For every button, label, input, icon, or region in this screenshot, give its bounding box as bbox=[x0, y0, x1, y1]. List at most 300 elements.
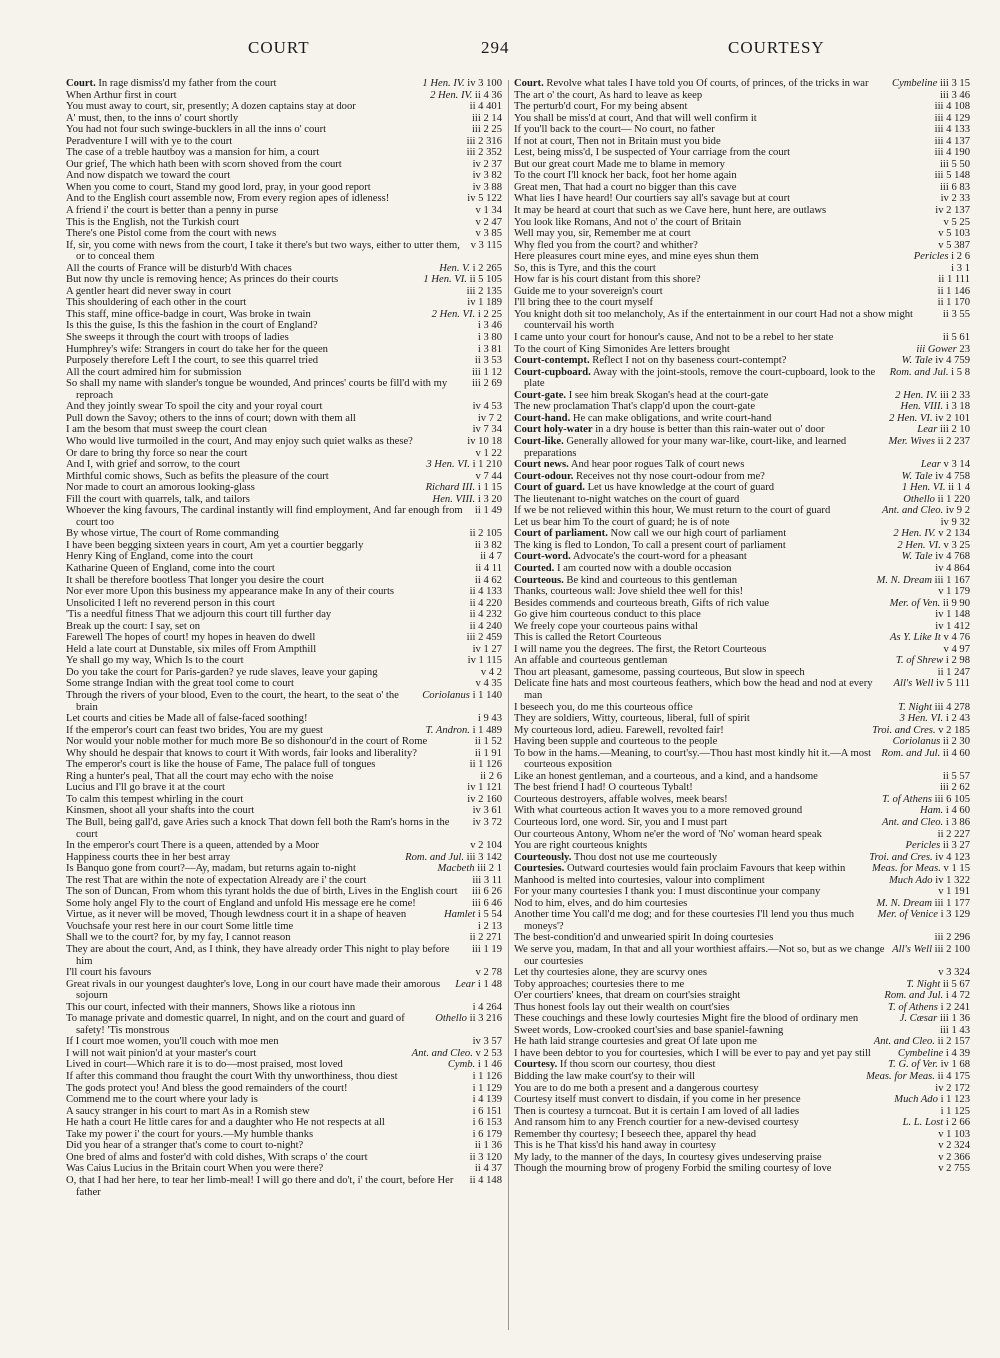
act-scene-line: ii 5 61 bbox=[942, 332, 970, 344]
quotation-text: But our great court Made me to blame in memory bbox=[514, 158, 725, 170]
act-scene-line: iii 1 43 bbox=[939, 1024, 970, 1036]
concordance-entry bbox=[514, 332, 970, 344]
concordance-entry bbox=[66, 482, 502, 494]
play-title: L. L. Lost bbox=[902, 1117, 944, 1129]
entry-citation bbox=[468, 378, 502, 390]
concordance-entry bbox=[514, 898, 970, 910]
quotation-text: Or dare to bring thy force so near the court bbox=[66, 447, 248, 459]
entry-citation bbox=[471, 575, 502, 587]
entry-citation bbox=[469, 817, 502, 829]
entry-citation bbox=[931, 124, 970, 136]
quotation-text: By whose virtue, The court of Rome commanding bbox=[66, 528, 279, 540]
act-scene-line: ii 1 126 bbox=[469, 759, 502, 771]
concordance-entry bbox=[66, 459, 502, 471]
quotation-text: Whoever the king favours, The cardinal instantly will find employment, And far enough from court too bbox=[66, 505, 463, 528]
entry-citation bbox=[471, 748, 502, 760]
play-title: Lear bbox=[920, 459, 941, 471]
concordance-entry bbox=[66, 448, 502, 460]
play-title: Mer. of Venice bbox=[877, 909, 938, 921]
concordance-entry bbox=[66, 1175, 502, 1198]
entry-citation bbox=[937, 1106, 970, 1118]
header-left-word: COURT bbox=[248, 38, 310, 57]
quotation-text: Here pleasures court mine eyes, and mine eyes shun them bbox=[514, 251, 759, 263]
play-title: As Y. Like It bbox=[890, 632, 941, 644]
concordance-entry bbox=[66, 748, 502, 760]
concordance-entry bbox=[514, 101, 970, 113]
entry-citation bbox=[469, 644, 502, 656]
act-scene-line: ii 5 67 bbox=[942, 978, 970, 990]
act-scene-line: ii 1 36 bbox=[474, 1140, 502, 1152]
concordance-entry bbox=[514, 1048, 970, 1060]
quotation-text: Some strange Indian with the great tool come to court bbox=[66, 678, 294, 690]
act-scene-line: ii 2 227 bbox=[937, 828, 970, 840]
concordance-entry bbox=[514, 598, 970, 610]
play-title: Hen. VIII. bbox=[432, 493, 476, 505]
quotation-text: Take my power i' the court for yours.—My humble thanks bbox=[66, 1128, 314, 1140]
headword: Court-gate. bbox=[514, 389, 567, 401]
act-scene-line: iv 1 115 bbox=[467, 655, 502, 667]
entry-citation bbox=[902, 979, 970, 991]
concordance-entry bbox=[514, 1013, 970, 1025]
concordance-entry bbox=[66, 436, 502, 448]
play-title: 3 Hen. VI. bbox=[899, 713, 944, 725]
concordance-entry bbox=[514, 655, 970, 667]
entry-citation bbox=[889, 528, 970, 540]
quotation-text: To calm this tempest whirling in the court bbox=[66, 793, 244, 805]
headword: Court. bbox=[514, 78, 544, 89]
entry-citation bbox=[466, 528, 502, 540]
act-scene-line: v 3 115 bbox=[470, 239, 502, 251]
quotation-text: Receives not thy nose court-odour from me? bbox=[576, 470, 765, 482]
quotation-text: Let us have knowledge at the court of guard bbox=[587, 482, 775, 494]
quotation-text: Did you hear of a stranger that's come to court to-night? bbox=[66, 1140, 304, 1152]
play-title: Coriolanus bbox=[422, 689, 470, 701]
entry-citation bbox=[422, 482, 502, 494]
act-scene-line: ii 4 11 bbox=[475, 562, 502, 574]
concordance-entry bbox=[66, 309, 502, 321]
concordance-entry bbox=[514, 390, 970, 402]
quotation-text: They are soldiers, Witty, courteous, liberal, full of spirit bbox=[514, 713, 750, 725]
act-scene-line: v 5 387 bbox=[938, 239, 970, 251]
quotation-text: The best-condition'd and unwearied spirit In doing courtesies bbox=[514, 932, 774, 944]
entry-citation bbox=[469, 159, 502, 171]
quotation-text: Nor ever more Upon this business my appearance make In any of their courts bbox=[66, 586, 395, 598]
concordance-entry bbox=[66, 898, 502, 910]
entry-citation bbox=[893, 540, 970, 552]
act-scene-line: v 4 2 bbox=[480, 666, 502, 678]
entry-citation bbox=[472, 967, 502, 979]
quotation-text: He can make obligations, and write court-hand bbox=[572, 412, 772, 424]
entry-citation bbox=[471, 540, 502, 552]
act-scene-line: v 2 366 bbox=[938, 1151, 970, 1163]
quotation-text: Having been supple and courteous to the people bbox=[514, 736, 718, 748]
entry-citation bbox=[469, 1083, 502, 1095]
concordance-entry bbox=[514, 1117, 970, 1129]
act-scene-line: v 3 85 bbox=[475, 228, 502, 240]
concordance-entry bbox=[514, 263, 970, 275]
act-scene-line: iv 3 72 bbox=[472, 817, 502, 828]
quotation-text: In the emperor's court There is a queen, attended by a Moor bbox=[66, 840, 319, 852]
act-scene-line: ii 1 247 bbox=[937, 666, 970, 678]
quotation-text: One bred of alms and foster'd with cold dishes, With scraps o' the court bbox=[66, 1151, 368, 1163]
entry-citation bbox=[471, 355, 502, 367]
act-scene-line: ii 4 240 bbox=[469, 620, 502, 632]
concordance-entry bbox=[514, 309, 970, 332]
entry-citation bbox=[474, 921, 502, 933]
quotation-text: All the court admired him for submission bbox=[66, 366, 242, 378]
concordance-entry bbox=[514, 528, 970, 540]
concordance-entry bbox=[514, 424, 970, 436]
quotation-text: Break up the court: I say, set on bbox=[66, 620, 201, 632]
act-scene-line: v 2 104 bbox=[470, 840, 502, 852]
play-title: M. N. Dream bbox=[876, 897, 933, 909]
concordance-entry bbox=[514, 159, 970, 171]
quotation-text: The emperor's court is like the house of Fame, The palace full of tongues bbox=[66, 759, 376, 771]
entry-citation bbox=[886, 367, 970, 379]
quotation-text: If I court moe women, you'll couch with moe men bbox=[66, 1036, 279, 1048]
entry-citation bbox=[474, 320, 502, 332]
quotation-text: Outward courtesies would fain proclaim Favours that keep within bbox=[566, 863, 846, 875]
headword: Court-contempt. bbox=[514, 355, 590, 367]
headword: Court-cupboard. bbox=[514, 366, 591, 378]
entry-citation bbox=[939, 771, 970, 783]
entry-citation bbox=[899, 1117, 970, 1129]
play-title: iii Gower bbox=[916, 343, 957, 355]
act-scene-line: i 1 140 bbox=[472, 689, 502, 701]
concordance-entry bbox=[66, 575, 502, 587]
play-title: T. G. of Ver. bbox=[888, 1059, 938, 1071]
entry-citation bbox=[435, 263, 502, 275]
quotation-text: Why fled you from the court? and whither? bbox=[514, 239, 698, 251]
entry-citation bbox=[468, 898, 502, 910]
act-scene-line: i 1 48 bbox=[477, 978, 502, 990]
concordance-entry bbox=[514, 805, 970, 817]
play-title: Cymbeline bbox=[892, 78, 938, 89]
play-title: All's Well bbox=[892, 944, 933, 956]
entry-citation bbox=[880, 990, 970, 1002]
quotation-text: It may be heard at court that such as we Cave here, hunt here, are outlaws bbox=[514, 205, 827, 217]
act-scene-line: i 6 153 bbox=[472, 1117, 502, 1129]
entry-citation bbox=[916, 805, 970, 817]
entry-citation bbox=[931, 621, 970, 633]
act-scene-line: iii 1 12 bbox=[471, 366, 502, 378]
play-title: Lear bbox=[917, 424, 938, 436]
play-title: 2 Hen. IV. bbox=[895, 389, 938, 401]
concordance-entry bbox=[66, 1013, 502, 1036]
entry-citation bbox=[469, 424, 502, 436]
concordance-entry bbox=[66, 286, 502, 298]
concordance-entry bbox=[66, 1140, 502, 1152]
quotation-text: To manage private and domestic quarrel, In night, and on the court and guard of safety! 'Tis monstrous bbox=[66, 1013, 405, 1036]
concordance-entry bbox=[514, 1152, 970, 1164]
entry-citation bbox=[471, 505, 502, 517]
entry-citation bbox=[892, 655, 970, 667]
quotation-text: If after this command thou fraught the court With thy unworthiness, thou diest bbox=[66, 1071, 398, 1083]
concordance-entry bbox=[66, 967, 502, 979]
entry-citation bbox=[451, 979, 502, 991]
entry-citation bbox=[931, 170, 970, 182]
act-scene-line: ii 1 170 bbox=[937, 297, 970, 309]
act-scene-line: iii 6 46 bbox=[471, 897, 502, 909]
play-title: Ant. and Cleo. bbox=[881, 505, 944, 517]
left-column bbox=[66, 78, 502, 1348]
quotation-text: I will not wait pinion'd at your master's court bbox=[66, 1047, 257, 1059]
quotation-text: The perturb'd court, For my being absent bbox=[514, 101, 688, 113]
play-title: Rom. and Jul. bbox=[884, 990, 944, 1002]
concordance-entry bbox=[514, 1025, 970, 1037]
play-title: Hamlet bbox=[444, 909, 476, 921]
concordance-entry bbox=[514, 725, 970, 737]
concordance-entry bbox=[514, 228, 970, 240]
play-title: Rom. and Jul. bbox=[405, 851, 465, 863]
concordance-entry bbox=[514, 217, 970, 229]
concordance-entry bbox=[514, 967, 970, 979]
entry-citation bbox=[934, 297, 970, 309]
concordance-entry bbox=[66, 367, 502, 379]
act-scene-line: iii 3 46 bbox=[939, 89, 970, 101]
act-scene-line: i 2 66 bbox=[945, 1117, 970, 1129]
quotation-text: Ye shall go my way, Which Is to the court bbox=[66, 655, 244, 667]
entry-citation bbox=[468, 113, 502, 125]
act-scene-line: v 4 76 bbox=[943, 632, 970, 644]
play-title: T. Night bbox=[906, 978, 941, 990]
concordance-entry bbox=[514, 1094, 970, 1106]
act-scene-line: ii 9 90 bbox=[942, 597, 970, 609]
entry-citation bbox=[878, 794, 970, 806]
act-scene-line: iv 10 18 bbox=[467, 435, 502, 447]
quotation-text: Though the mourning brow of progeny Forbid the smiling courtesy of love bbox=[514, 1163, 832, 1175]
act-scene-line: i 2 265 bbox=[472, 262, 502, 274]
concordance-entry bbox=[66, 159, 502, 171]
entry-citation bbox=[934, 1152, 970, 1164]
act-scene-line: i 3 86 bbox=[945, 817, 970, 828]
act-scene-line: i 1 126 bbox=[472, 1071, 502, 1083]
quotation-text: Like an honest gentleman, and a courteous, and a kind, and a handsome bbox=[514, 770, 818, 782]
quotation-text: You are to do me both a present and a dangerous courtesy bbox=[514, 1082, 759, 1094]
concordance-entry bbox=[514, 517, 970, 529]
concordance-entry bbox=[514, 794, 970, 806]
concordance-entry bbox=[66, 563, 502, 575]
headword: Court-word. bbox=[514, 551, 571, 563]
play-title: Ant. and Cleo. bbox=[411, 1047, 473, 1059]
concordance-entry bbox=[514, 586, 970, 598]
act-scene-line: ii 1 4 bbox=[948, 482, 970, 494]
quotation-text: The lieutenant to-night watches on the court of guard bbox=[514, 493, 740, 505]
entry-citation bbox=[898, 482, 970, 494]
entry-citation bbox=[886, 632, 970, 644]
headword: Courtesies. bbox=[514, 863, 565, 875]
entry-citation bbox=[463, 436, 502, 448]
entry-citation bbox=[463, 136, 502, 148]
act-scene-line: iii 5 148 bbox=[934, 170, 970, 182]
concordance-entry bbox=[514, 124, 970, 136]
quotation-text: To bow in the hams.—Meaning, to court'sy.—Thou hast most kindly hit it.—A most courteous exposition bbox=[514, 747, 872, 771]
concordance-entry bbox=[66, 655, 502, 667]
quotation-text: All the courts of France will be disturb'd With chaces bbox=[66, 262, 292, 274]
act-scene-line: iii 6 105 bbox=[934, 793, 970, 805]
act-scene-line: v 1 15 bbox=[943, 863, 970, 875]
act-scene-line: v 2 755 bbox=[938, 1163, 970, 1175]
concordance-entry bbox=[514, 1036, 970, 1048]
act-scene-line: ii 4 62 bbox=[474, 574, 502, 586]
act-scene-line: iii 2 62 bbox=[939, 782, 970, 794]
concordance-entry bbox=[514, 909, 970, 932]
concordance-entry bbox=[514, 471, 970, 483]
concordance-entry bbox=[514, 367, 970, 390]
concordance-entry bbox=[66, 90, 502, 102]
concordance-entry bbox=[66, 1106, 502, 1118]
play-title: Meas. for Meas. bbox=[866, 1071, 935, 1083]
concordance-entry bbox=[66, 736, 502, 748]
concordance-entry bbox=[66, 113, 502, 125]
act-scene-line: iii 4 108 bbox=[934, 101, 970, 113]
play-title: Mer. of Ven. bbox=[889, 597, 941, 609]
act-scene-line: iii 2 352 bbox=[466, 147, 502, 159]
act-scene-line: v 4 35 bbox=[475, 678, 502, 690]
concordance-entry bbox=[514, 274, 970, 286]
concordance-entry bbox=[66, 678, 502, 690]
act-scene-line: i 5 8 bbox=[951, 366, 970, 378]
act-scene-line: i 1 123 bbox=[940, 1094, 970, 1106]
quotation-text: Virtue, as it never will be moved, Though lewdness court it in a shape of heaven bbox=[66, 909, 407, 921]
play-title: Hen. V. bbox=[439, 262, 470, 274]
concordance-entry bbox=[66, 378, 502, 401]
quotation-text: Thus honest fools lay out their wealth on court'sies bbox=[514, 1001, 730, 1013]
quotation-text: If the emperor's court can feast two brides, You are my guest bbox=[66, 724, 323, 736]
entry-citation bbox=[466, 932, 502, 944]
quotation-text: Humphrey's wife: Strangers in court do take her for the queen bbox=[66, 343, 328, 355]
act-scene-line: i 2 43 bbox=[945, 713, 970, 725]
entry-citation bbox=[469, 1117, 502, 1129]
concordance-entry bbox=[66, 424, 502, 436]
act-scene-line: i 1 46 bbox=[477, 1059, 502, 1071]
quotation-text: Thanks, courteous wall: Jove shield thee well for this! bbox=[514, 586, 744, 598]
entry-citation bbox=[934, 1129, 970, 1141]
quotation-text: Ring a hunter's peal, That all the court may echo with the noise bbox=[66, 770, 334, 782]
entry-citation bbox=[418, 78, 502, 90]
act-scene-line: ii 5 57 bbox=[942, 770, 970, 782]
quotation-text: Held a late court at Dunstable, six miles off From Ampthill bbox=[66, 643, 317, 655]
quotation-text: I'll bring thee to the court myself bbox=[514, 297, 654, 309]
concordance-entry bbox=[514, 702, 970, 714]
concordance-entry bbox=[66, 217, 502, 229]
concordance-entry bbox=[66, 1059, 502, 1071]
concordance-entry bbox=[66, 1036, 502, 1048]
entry-citation bbox=[931, 101, 970, 113]
headword: Court-like. bbox=[514, 435, 564, 447]
quotation-text: So, this is Tyre, and this the court bbox=[514, 262, 656, 274]
entry-citation bbox=[868, 725, 970, 737]
quotation-text: I will name you the degrees. The first, the Retort Courteous bbox=[514, 643, 767, 655]
concordance-entry bbox=[66, 840, 502, 852]
act-scene-line: v 2 185 bbox=[938, 724, 970, 736]
play-title: W. Tale bbox=[901, 470, 933, 482]
entry-citation bbox=[894, 1048, 970, 1060]
quotation-text: The son of Duncan, From whom this tyrant holds the due of birth, Lives in the English court bbox=[66, 886, 458, 898]
quotation-text: Purposely therefore Left I the court, to see this quarrel tried bbox=[66, 355, 319, 367]
act-scene-line: i 3 80 bbox=[477, 332, 502, 344]
play-title: 1 Hen. VI. bbox=[423, 274, 467, 286]
play-title: Ant. and Cleo. bbox=[881, 817, 944, 828]
concordance-entry bbox=[514, 505, 970, 517]
entry-citation bbox=[934, 829, 970, 841]
entry-citation bbox=[472, 678, 502, 690]
concordance-entry bbox=[66, 979, 502, 1002]
entry-citation bbox=[934, 586, 970, 598]
act-scene-line: v 1 34 bbox=[475, 205, 502, 217]
quotation-text: But now thy uncle is removing hence; As princes do their courts bbox=[66, 274, 339, 286]
entry-citation bbox=[422, 459, 502, 471]
play-title: Pericles bbox=[905, 840, 941, 852]
concordance-entry bbox=[66, 401, 502, 413]
play-title: 2 Hen. IV. bbox=[430, 89, 473, 101]
act-scene-line: ii 2 6 bbox=[480, 770, 502, 782]
act-scene-line: v 3 25 bbox=[943, 539, 970, 551]
concordance-entry bbox=[514, 286, 970, 298]
entry-citation bbox=[888, 78, 970, 90]
entry-citation bbox=[466, 621, 502, 633]
quotation-text: You knight doth sit too melancholy, As if the entertainment in our court Had not a show might countervail his worth bbox=[514, 308, 913, 332]
entry-citation bbox=[468, 886, 502, 898]
concordance-entry bbox=[66, 413, 502, 425]
act-scene-line: ii 4 401 bbox=[469, 101, 502, 113]
concordance-entry bbox=[514, 193, 970, 205]
entry-citation bbox=[463, 193, 502, 205]
concordance-entry bbox=[514, 979, 970, 991]
quotation-text: Sweet words, Low-crooked court'sies and base spaniel-fawning bbox=[514, 1024, 784, 1036]
act-scene-line: iii 1 177 bbox=[934, 897, 970, 909]
entry-citation bbox=[934, 274, 970, 286]
act-scene-line: iv 2 37 bbox=[472, 158, 502, 170]
act-scene-line: v 7 44 bbox=[475, 470, 502, 482]
act-scene-line: i 1 210 bbox=[472, 459, 502, 471]
quotation-text: Let thy courtesies alone, they are scurvy ones bbox=[514, 967, 707, 979]
entry-citation bbox=[862, 1071, 970, 1083]
play-title: Mer. Wives bbox=[888, 435, 935, 447]
quotation-text: Pull down the Savoy; others to the inns of court; down with them all bbox=[66, 412, 356, 424]
concordance-entry bbox=[66, 1152, 502, 1164]
quotation-text: What lies I have heard! Our courtiers say all's savage but at court bbox=[514, 193, 791, 205]
act-scene-line: i 5 54 bbox=[477, 909, 502, 921]
concordance-entry bbox=[66, 274, 502, 286]
entry-citation bbox=[408, 1048, 502, 1060]
play-title: 1 Hen. IV. bbox=[422, 78, 465, 89]
concordance-entry bbox=[514, 852, 970, 864]
quotation-text: An affable and courteous gentleman bbox=[514, 655, 668, 667]
entry-citation bbox=[472, 471, 502, 483]
concordance-entry bbox=[514, 401, 970, 413]
concordance-entry bbox=[66, 667, 502, 679]
act-scene-line: iii 4 129 bbox=[934, 112, 970, 124]
concordance-entry bbox=[514, 551, 970, 563]
act-scene-line: i 2 98 bbox=[945, 655, 970, 667]
act-scene-line: iii 2 69 bbox=[471, 378, 502, 390]
act-scene-line: i 1 489 bbox=[472, 724, 502, 736]
concordance-entry bbox=[514, 563, 970, 575]
act-scene-line: i 3 46 bbox=[477, 320, 502, 332]
quotation-text: Well may you, sir, Remember me at court bbox=[514, 228, 691, 240]
act-scene-line: ii 1 91 bbox=[474, 747, 502, 759]
entry-citation bbox=[474, 344, 502, 356]
act-scene-line: v 5 103 bbox=[938, 228, 970, 240]
entry-citation bbox=[469, 401, 502, 413]
concordance-entry bbox=[66, 713, 502, 725]
act-scene-line: iv 1 148 bbox=[935, 609, 970, 621]
entry-citation bbox=[913, 424, 970, 436]
entry-citation bbox=[426, 90, 502, 102]
act-scene-line: iv 1 322 bbox=[935, 874, 970, 886]
act-scene-line: v 3 14 bbox=[943, 459, 970, 471]
